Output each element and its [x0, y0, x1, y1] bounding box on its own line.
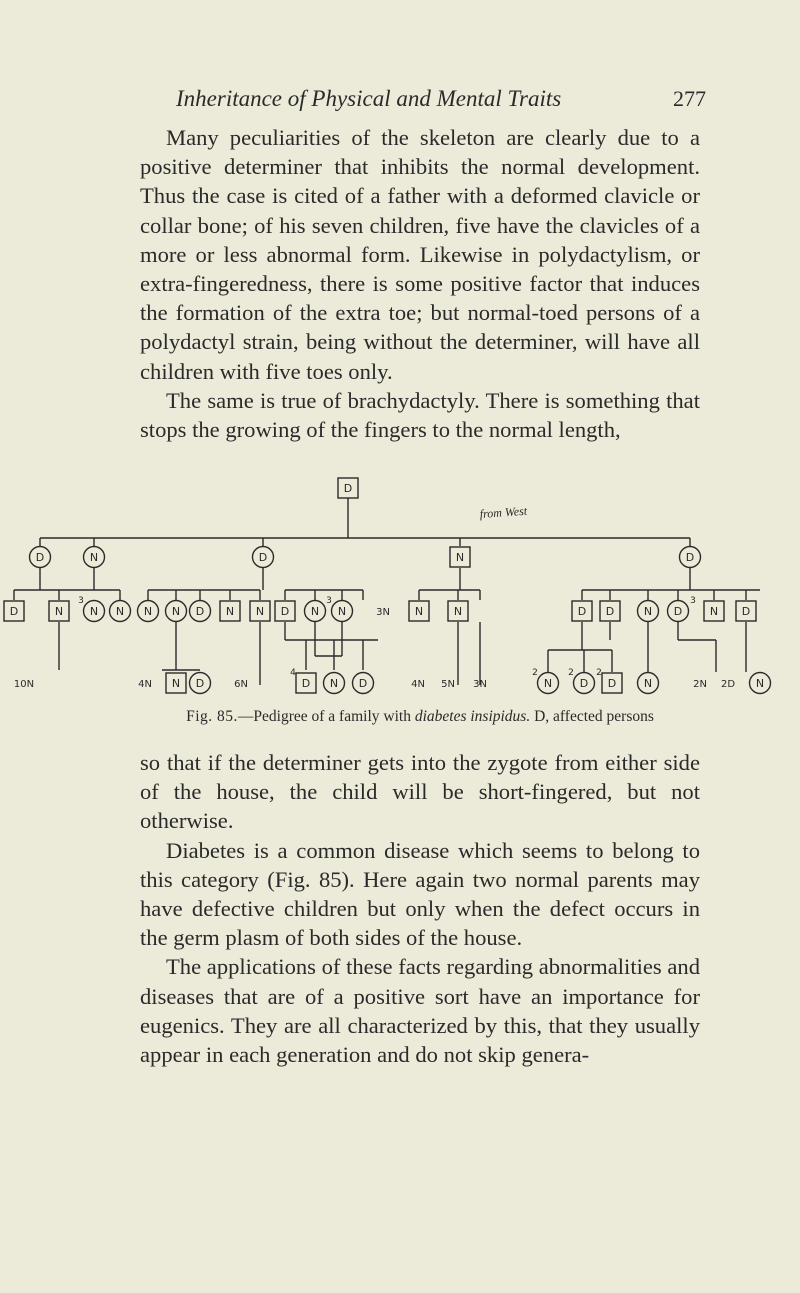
symbol-mark: D [195, 605, 205, 618]
count-label: 6N [234, 679, 248, 690]
paragraph: so that if the determiner gets into the zygote from either side of the house, the child will be short-fingered, but not otherwise. [140, 750, 700, 834]
pedigree-chart [0, 470, 800, 700]
multiplicity-label: 4 [290, 668, 296, 678]
paragraph: Diabetes is a common disease which seems to belong to this category (Fig. 85). Here again two normal parents may have defective children but only when the defect occurs in the germ plasm of both sides of the house. [140, 837, 700, 951]
count-label: 3N [376, 607, 390, 618]
symbol-mark: N [643, 605, 653, 618]
running-header [150, 86, 710, 112]
symbol-mark: N [414, 605, 424, 618]
count-label: 4N [138, 679, 152, 690]
symbol-mark: D [607, 677, 617, 690]
caption-tail: D, affected persons [530, 708, 654, 725]
paragraph: The applications of these facts regarding abnormalities and diseases that are of a positive sort have an importance for eugenics. They are all characterized by this, that they usually appear in each generation and do not skip genera- [140, 954, 700, 1068]
count-label: 5N [441, 679, 455, 690]
pencil-annotation: from West [479, 503, 528, 521]
count-label: 10N [13, 679, 35, 690]
symbol-mark: N [171, 605, 181, 618]
body-text-bottom [140, 748, 700, 1069]
multiplicity-label: 2 [532, 668, 538, 678]
symbol-mark: D [258, 551, 268, 564]
symbol-mark: N [89, 551, 99, 564]
page-number: 277 [673, 86, 706, 111]
pedigree-symbols [4, 478, 771, 694]
caption-label: Fig. 85. [186, 708, 238, 725]
symbol-mark: D [685, 551, 695, 564]
symbol-mark: D [35, 551, 45, 564]
caption-text: —Pedigree of a family with [237, 708, 415, 725]
symbol-mark: D [605, 605, 615, 618]
symbol-mark: D [579, 677, 589, 690]
symbol-mark: N [171, 677, 181, 690]
symbol-mark: D [673, 605, 683, 618]
symbol-mark: D [741, 605, 751, 618]
symbol-mark: N [54, 605, 64, 618]
symbol-mark: D [195, 677, 205, 690]
symbol-mark: D [280, 605, 290, 618]
symbol-mark: N [543, 677, 553, 690]
symbol-mark: N [115, 605, 125, 618]
figure-caption [140, 708, 700, 726]
multiplicity-label: 2 [596, 668, 602, 678]
symbol-mark: N [643, 677, 653, 690]
symbol-mark: N [453, 605, 463, 618]
symbol-mark: N [329, 677, 339, 690]
body-text-top [140, 123, 700, 444]
running-title: Inheritance of Physical and Mental Traits [176, 86, 562, 111]
pedigree-figure [0, 470, 800, 700]
symbol-mark: D [577, 605, 587, 618]
pedigree-lines [14, 498, 760, 685]
multiplicity-label: 3 [326, 596, 332, 606]
symbol-mark: D [9, 605, 19, 618]
symbol-mark: N [337, 605, 347, 618]
symbol-mark: D [343, 482, 353, 495]
caption-italic: diabetes insipidus. [414, 708, 531, 725]
multiplicity-label: 3 [690, 596, 696, 606]
symbol-mark: D [301, 677, 311, 690]
symbol-mark: N [255, 605, 265, 618]
count-label: 2D [720, 679, 736, 690]
symbol-mark: N [225, 605, 235, 618]
symbol-mark: N [455, 551, 465, 564]
symbol-mark: N [89, 605, 99, 618]
symbol-mark: N [310, 605, 320, 618]
symbol-mark: N [755, 677, 765, 690]
paragraph: Many peculiarities of the skeleton are clearly due to a positive determiner that inhibits the normal development. Thus the case is cited of a father with a deformed clavicle or collar bone; of his seven children, five have the clavicles of a more or less abnormal form. Likewise in polydactylism, or extra-fingeredness, there is some positive factor that induces the formation of the extra toe; but normal-toed persons of a polydactyl strain, being without the determiner, will have all children with five toes only. [140, 125, 700, 384]
paragraph: The same is true of brachydactyly. There is something that stops the growing of the fingers to the normal length, [140, 387, 700, 443]
multiplicity-label: 2 [568, 668, 574, 678]
symbol-mark: D [358, 677, 368, 690]
count-label: 2N [693, 679, 707, 690]
symbol-mark: N [709, 605, 719, 618]
count-label: 4N [411, 679, 425, 690]
multiplicity-label: 3 [78, 596, 84, 606]
symbol-mark: N [143, 605, 153, 618]
count-label: 3N [473, 679, 487, 690]
